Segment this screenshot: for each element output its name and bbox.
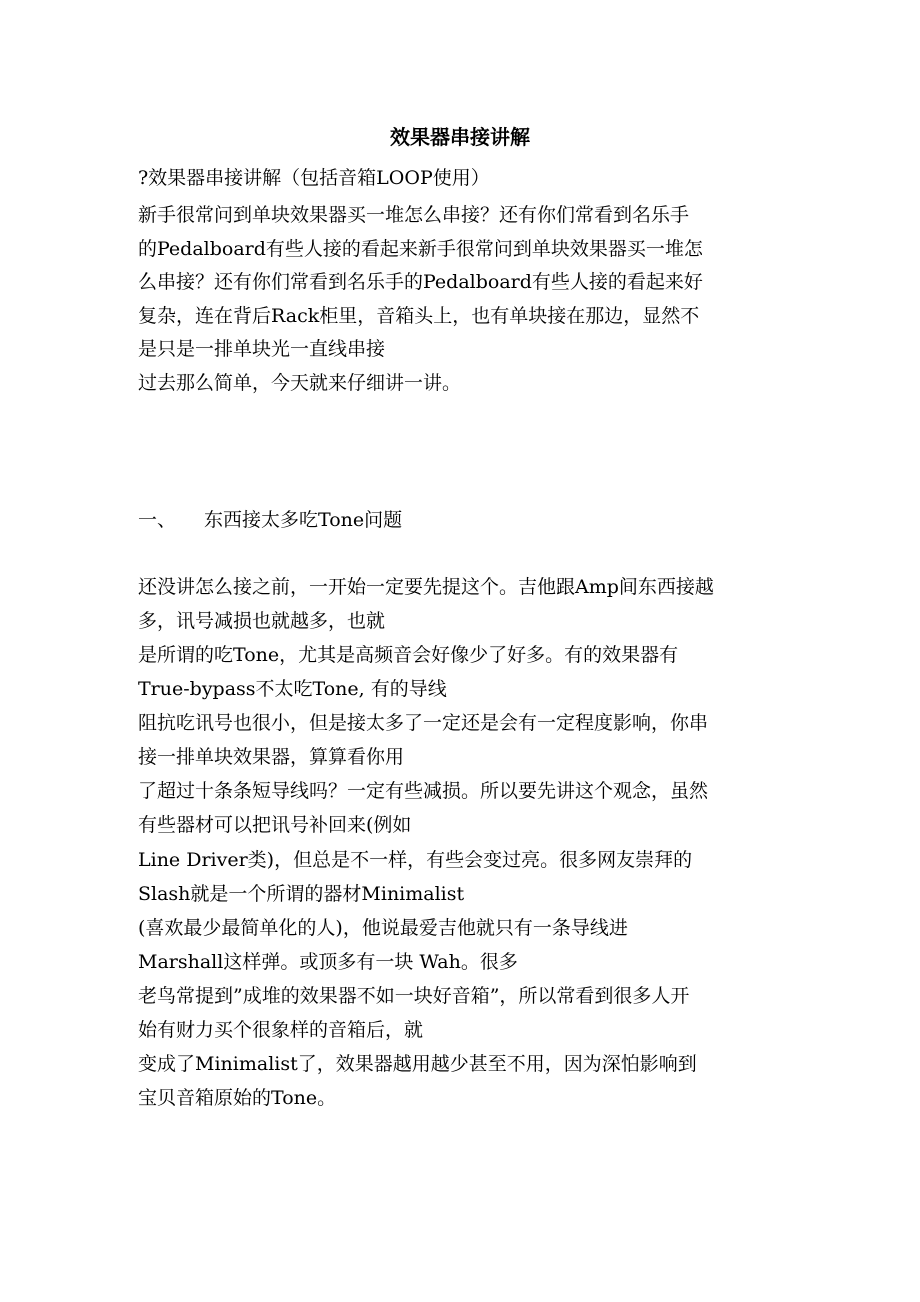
body-line: 变成了Minimalist了，效果器越用越少甚至不用，因为深怕影响到 [138, 1053, 697, 1075]
body-line: 接一排单块效果器，算算看你用 [138, 746, 405, 768]
body-line: Slash就是一个所谓的器材Minimalist [138, 883, 465, 905]
intro-line: ?效果器串接讲解（包括音箱LOOP使用） [138, 167, 490, 189]
body-line: 多，讯号减损也就越多，也就 [138, 610, 386, 632]
body-line: True-bypass不太吃Tone, 有的导线 [138, 678, 447, 700]
body-line: 阻抗吃讯号也很小，但是接太多了一定还是会有一定程度影响，你串 [138, 712, 709, 734]
body-line: Line Driver类)，但总是不一样，有些会变过亮。很多网友崇拜的 [138, 849, 693, 871]
body-line: 了超过十条条短导线吗？一定有些减损。所以要先讲这个观念，虽然 [138, 780, 709, 802]
document-title: 效果器串接讲解 [390, 125, 530, 149]
intro-line: 新手很常问到单块效果器买一堆怎么串接？还有你们常看到名乐手 [138, 204, 690, 226]
section-title: 东西接太多吃Tone问题 [204, 509, 403, 531]
intro-line: 过去那么简单，今天就来仔细讲一讲。 [138, 372, 462, 394]
body-line: 宝贝音箱原始的Tone。 [138, 1087, 337, 1109]
body-line: 老鸟常提到”成堆的效果器不如一块好音箱”，所以常看到很多人开 [138, 985, 690, 1007]
body-line: 始有财力买个很象样的音箱后，就 [138, 1019, 424, 1041]
intro-line: 是只是一排单块光一直线串接 [138, 338, 386, 360]
intro-line: 复杂，连在背后Rack柜里，音箱头上，也有单块接在那边，显然不 [138, 305, 700, 327]
section-number: 一、 [138, 509, 177, 531]
body-line: Marshall这样弹。或顶多有一块 Wah。很多 [138, 951, 518, 973]
intro-line: 么串接？还有你们常看到名乐手的Pedalboard有些人接的看起来好 [138, 271, 703, 293]
intro-line: 的Pedalboard有些人接的看起来新手很常问到单块效果器买一堆怎 [138, 238, 703, 260]
body-line: 还没讲怎么接之前，一开始一定要先提这个。吉他跟Amp间东西接越 [138, 576, 714, 598]
body-line: (喜欢最少最简单化的人)，他说最爱吉他就只有一条导线进 [138, 917, 628, 939]
body-line: 有些器材可以把讯号补回来(例如 [138, 814, 412, 836]
section-heading [138, 505, 788, 535]
body-line: 是所谓的吃Tone，尤其是高频音会好像少了好多。有的效果器有 [138, 644, 679, 666]
